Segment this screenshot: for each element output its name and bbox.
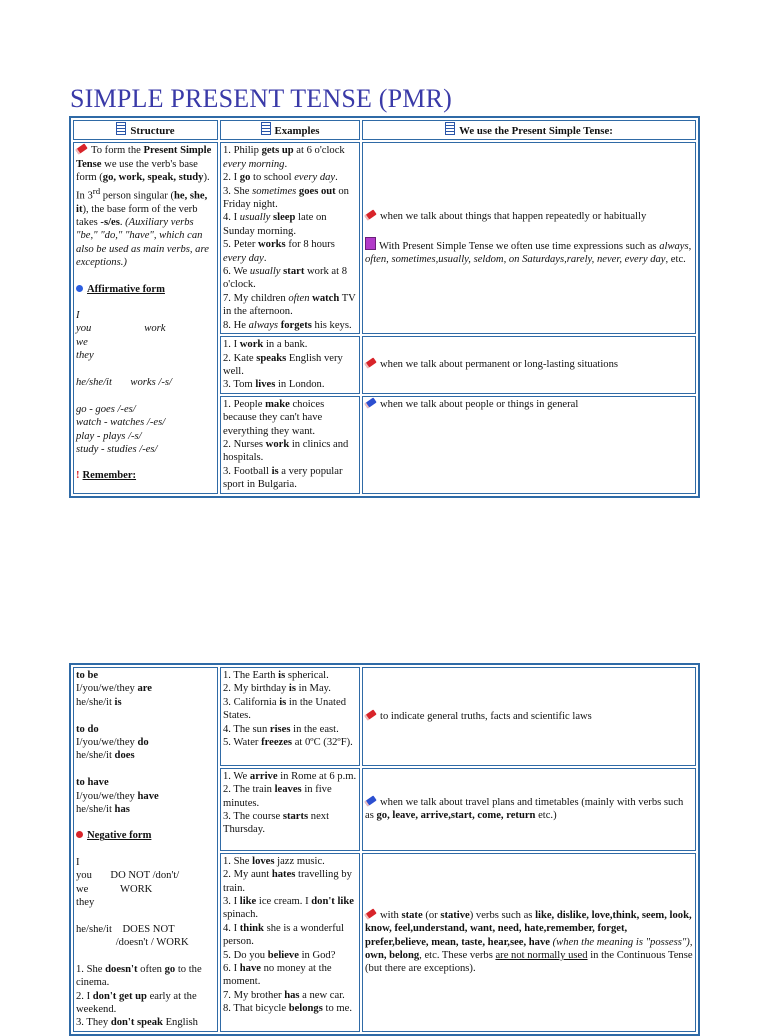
- remember-note: ! Remember:: [76, 470, 137, 482]
- usage-habitual: when we talk about things that happen repeatedly or habitually With Present Simple Tense we often use time expressions such as always, often, sometimes,usually, seldom, on Saturdays,rarely, never, every day, etc.: [362, 142, 696, 334]
- examples-stative: [220, 853, 360, 1032]
- auxiliary-line: [76, 763, 215, 776]
- example-sentence: 6. I have no money at the moment.: [223, 963, 332, 988]
- pencil-icon: [75, 144, 87, 155]
- document-icon: [261, 122, 271, 135]
- auxiliary-forms: [76, 669, 215, 816]
- examples-permanent: [220, 336, 360, 394]
- negative-line: we WORK: [76, 883, 153, 895]
- pin-icon: [76, 285, 83, 292]
- example-sentence: 1. We arrive in Rome at 6 p.m.: [223, 770, 357, 782]
- example-sentence: 3. Tom lives in London.: [223, 379, 325, 391]
- negative-conjugation: [76, 856, 215, 950]
- usage-general: when we talk about people or things in general: [362, 396, 696, 494]
- negative-example: 1. She doesn't often go to the cinema.: [76, 963, 202, 989]
- negative-line: I: [76, 856, 80, 868]
- example-sentence: 5. Do you believe in God?: [223, 949, 336, 961]
- exclamation-icon: !: [76, 470, 80, 482]
- example-sentence: 7. My brother has a new car.: [223, 989, 345, 1001]
- conjugation-line: they: [76, 350, 94, 362]
- conjugation-line: go - goes /-es/: [76, 403, 136, 415]
- negative-line: he/she/it DOES NOT: [76, 923, 175, 935]
- negative-heading: Negative form: [76, 829, 215, 842]
- example-sentence: 2. Nurses work in clinics and hospitals.: [223, 438, 349, 464]
- header-examples-label: Examples: [274, 125, 320, 137]
- document-icon: [445, 122, 455, 135]
- example-sentence: 1. She loves jazz music.: [223, 855, 325, 867]
- example-sentence: 3. She sometimes goes out on Friday night.: [223, 185, 349, 211]
- example-sentence: 8. He always forgets his keys.: [223, 319, 352, 331]
- conjugation-line: we: [76, 336, 88, 348]
- examples-timetables: [220, 768, 360, 851]
- example-sentence: 2. My birthday is in May.: [223, 683, 331, 695]
- example-sentence: 2. Kate speaks English very well.: [223, 352, 343, 377]
- pencil-icon: [364, 795, 376, 806]
- structure-cell-2: [73, 667, 218, 1032]
- affirmative-heading: Affirmative form: [76, 283, 215, 296]
- document-icon: [116, 122, 126, 135]
- auxiliary-line: I/you/we/they have: [76, 790, 159, 802]
- header-usage: [362, 120, 696, 140]
- auxiliary-line: to have: [76, 777, 109, 789]
- conjugation-line: play - plays /-s/: [76, 430, 142, 442]
- example-sentence: 3. I like ice cream. I don't like spinach.: [223, 895, 354, 921]
- example-sentence: 6. We usually start work at 8 o'clock.: [223, 266, 348, 291]
- example-sentence: 3. Football is a very popular sport in Bulgaria.: [223, 465, 343, 491]
- auxiliary-line: he/she/it does: [76, 750, 135, 762]
- example-sentence: 2. I go to school every day.: [223, 172, 338, 184]
- pencil-icon: [364, 908, 376, 919]
- example-sentence: 1. Philip gets up at 6 o'clock every morning.: [223, 145, 345, 170]
- usage-timetables: when we talk about travel plans and timetables (mainly with verbs such as go, leave, arrive,start, come, return etc.): [362, 768, 696, 851]
- conjugation-list: [76, 309, 215, 456]
- example-sentence: 8. That bicycle belongs to me.: [223, 1003, 352, 1015]
- example-sentence: 1. People make choices because they can't have everything they want.: [223, 398, 325, 437]
- example-sentence: 5. Water freezes at 0ºC (32ºF).: [223, 737, 353, 749]
- examples-general: [220, 396, 360, 494]
- usage-stative: with state (or stative) verbs such as like, dislike, love,think, seem, look, know, feel,understand, want, need, hate,remember, forget, prefer,believe, mean, taste, hear,see, have (when the meaning is "possess"), own, belong, etc. These verbs are not normally used in the Continuous Tense (but there are exceptions).: [362, 853, 696, 1032]
- negative-line: [76, 910, 215, 923]
- auxiliary-line: I/you/we/they do: [76, 737, 149, 749]
- conjugation-line: I: [76, 310, 80, 321]
- conjugation-line: study - studies /-es/: [76, 444, 158, 456]
- pencil-icon: [364, 709, 376, 720]
- negative-line: /doesn't / WORK: [76, 937, 189, 949]
- example-sentence: 4. The sun rises in the east.: [223, 723, 339, 735]
- example-sentence: 2. The train leaves in five minutes.: [223, 784, 332, 809]
- pencil-icon: [364, 210, 376, 221]
- pencil-icon: [364, 397, 376, 408]
- page-title: SIMPLE PRESENT TENSE (PMR): [70, 84, 453, 113]
- header-structure-label: Structure: [130, 125, 175, 137]
- conjugation-line: [76, 363, 215, 376]
- negative-examples: [76, 963, 215, 1030]
- book-icon: [365, 237, 376, 250]
- structure-cell: [73, 142, 218, 493]
- examples-habitual: [220, 142, 360, 334]
- conjugation-line: he/she/it works /-s/: [76, 377, 172, 389]
- example-sentence: 4. I usually sleep late on Sunday morning.: [223, 212, 327, 237]
- tense-table-1: [69, 116, 700, 498]
- example-sentence: 2. My aunt hates travelling by train.: [223, 869, 352, 894]
- usage-truths: to indicate general truths, facts and scientific laws: [362, 667, 696, 766]
- conjugation-line: [76, 389, 215, 402]
- example-sentence: 7. My children often watch TV in the afternoon.: [223, 292, 356, 318]
- auxiliary-line: to be: [76, 670, 99, 681]
- negative-example: 2. I don't get up early at the weekend.: [76, 990, 197, 1015]
- example-sentence: 1. The Earth is spherical.: [223, 670, 329, 681]
- negative-example: 3. They don't speak English: [76, 1017, 198, 1029]
- example-sentence: 1. I work in a bank.: [223, 339, 308, 351]
- example-sentence: 5. Peter works for 8 hours every day.: [223, 239, 335, 264]
- auxiliary-line: he/she/it is: [76, 696, 122, 708]
- negative-line: you DO NOT /don't/: [76, 870, 180, 882]
- pencil-icon: [364, 358, 376, 369]
- auxiliary-line: he/she/it has: [76, 804, 130, 816]
- structure-intro: To form the Present Simple Tense we use the verb's base form (go, work, speak, study). In 3rd person singular (he, she, it), the base form of the verb takes -s/es. (Auxiliary verbs "be," "do," "have", which can also be used as main verbs, are exceptions.): [76, 145, 212, 269]
- tense-table-2: [69, 663, 700, 1036]
- header-usage-label: We use the Present Simple Tense:: [459, 125, 613, 137]
- auxiliary-line: [76, 709, 215, 722]
- pin-icon: [76, 831, 83, 838]
- conjugation-line: watch - watches /-es/: [76, 417, 166, 429]
- auxiliary-line: to do: [76, 723, 99, 735]
- examples-truths: [220, 667, 360, 766]
- example-sentence: 3. The course starts next Thursday.: [223, 810, 330, 836]
- header-examples: [220, 120, 360, 140]
- auxiliary-line: I/you/we/they are: [76, 683, 153, 695]
- negative-line: they: [76, 897, 95, 909]
- header-structure: [73, 120, 218, 140]
- usage-permanent: when we talk about permanent or long-lasting situations: [362, 336, 696, 394]
- conjugation-line: you work: [76, 323, 166, 335]
- example-sentence: 3. California is in the Unated States.: [223, 696, 347, 722]
- example-sentence: 4. I think she is a wonderful person.: [223, 922, 344, 948]
